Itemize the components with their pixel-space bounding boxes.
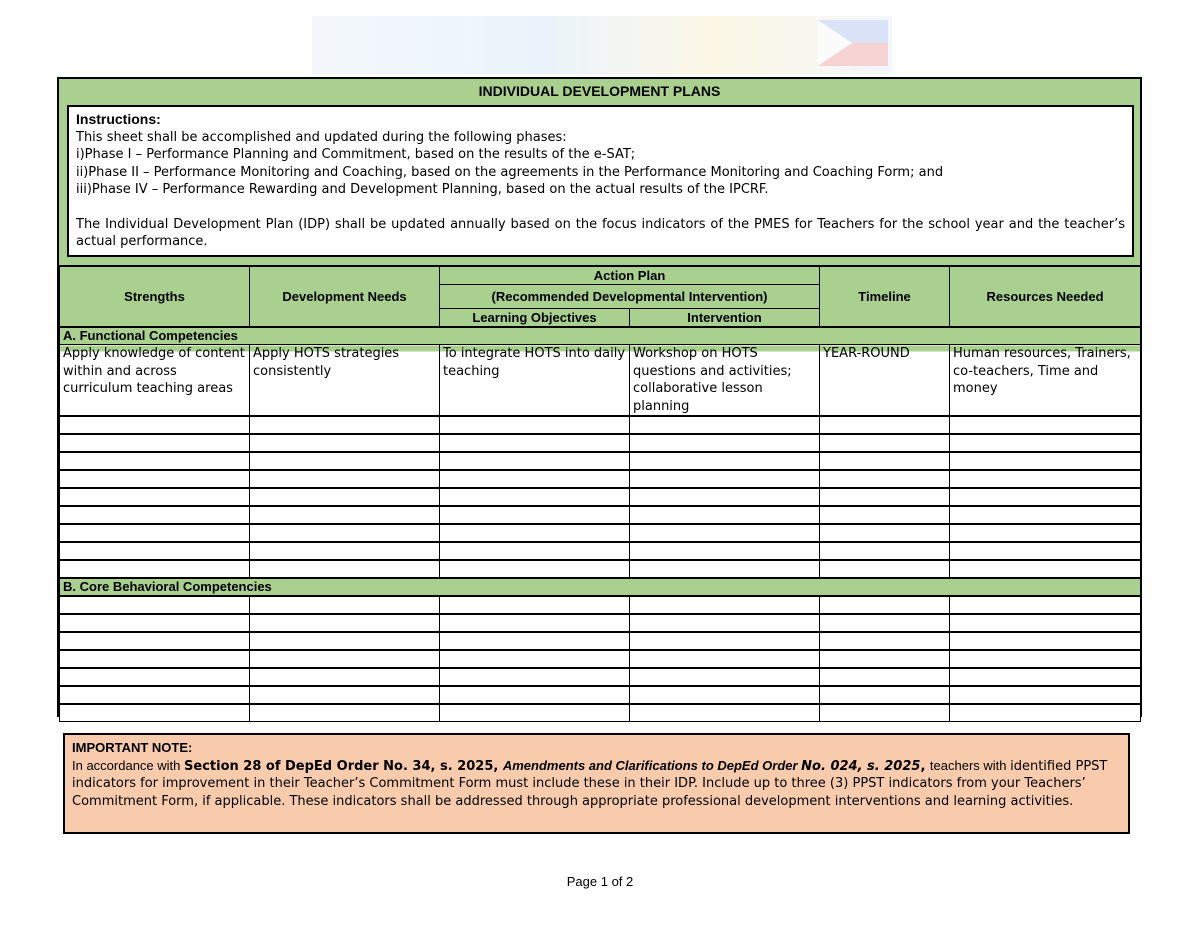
empty-cell[interactable] xyxy=(440,614,630,632)
empty-cell[interactable] xyxy=(630,434,820,452)
empty-cell[interactable] xyxy=(60,632,250,650)
empty-cell[interactable] xyxy=(950,434,1141,452)
empty-cell[interactable] xyxy=(250,506,440,524)
table-row xyxy=(60,452,1141,470)
empty-cell[interactable] xyxy=(440,434,630,452)
empty-cell[interactable] xyxy=(950,704,1141,722)
instructions-heading: Instructions: xyxy=(76,111,161,127)
empty-cell[interactable] xyxy=(60,506,250,524)
table-row xyxy=(60,668,1141,686)
empty-cell[interactable] xyxy=(820,596,950,614)
empty-cell[interactable] xyxy=(950,632,1141,650)
empty-cell[interactable] xyxy=(820,542,950,560)
empty-cell[interactable] xyxy=(250,452,440,470)
empty-cell[interactable] xyxy=(630,416,820,434)
empty-cell[interactable] xyxy=(440,704,630,722)
empty-cell[interactable] xyxy=(60,470,250,488)
empty-cell[interactable] xyxy=(950,686,1141,704)
idp-table xyxy=(59,265,1141,722)
empty-cell[interactable] xyxy=(950,650,1141,668)
header-action-plan: Action Plan xyxy=(440,266,820,285)
empty-cell[interactable] xyxy=(820,668,950,686)
table-row xyxy=(60,416,1141,434)
empty-cell[interactable] xyxy=(440,452,630,470)
empty-cell[interactable] xyxy=(440,686,630,704)
empty-cell[interactable] xyxy=(250,524,440,542)
empty-cell[interactable] xyxy=(630,470,820,488)
empty-cell[interactable] xyxy=(60,686,250,704)
cell-development-needs[interactable]: Apply HOTS strategies consistently xyxy=(250,345,440,417)
empty-cell[interactable] xyxy=(440,470,630,488)
empty-cell[interactable] xyxy=(60,596,250,614)
empty-cell[interactable] xyxy=(250,650,440,668)
empty-cell[interactable] xyxy=(820,632,950,650)
empty-cell[interactable] xyxy=(950,596,1141,614)
empty-cell[interactable] xyxy=(60,560,250,578)
table-row xyxy=(60,488,1141,506)
page-title: INDIVIDUAL DEVELOPMENT PLANS xyxy=(478,83,721,99)
empty-cell[interactable] xyxy=(630,668,820,686)
note-order-ref: Section 28 of DepEd Order No. 34, s. 2025, xyxy=(184,758,503,774)
note-comma: , xyxy=(920,758,930,774)
empty-cell[interactable] xyxy=(60,488,250,506)
empty-cell[interactable] xyxy=(60,650,250,668)
empty-cell[interactable] xyxy=(250,416,440,434)
empty-cell[interactable] xyxy=(950,452,1141,470)
empty-cell[interactable] xyxy=(440,650,630,668)
table-row xyxy=(60,506,1141,524)
table-row xyxy=(60,632,1141,650)
header-resources-needed: Resources Needed xyxy=(950,266,1141,327)
header-strengths: Strengths xyxy=(60,266,250,327)
empty-cell[interactable] xyxy=(630,524,820,542)
empty-cell[interactable] xyxy=(820,506,950,524)
instructions-line: ii)Phase II – Performance Monitoring and Coaching, based on the agreements in the Performance Monitoring and Coaching Form; and xyxy=(76,164,944,180)
important-note xyxy=(63,733,1130,834)
empty-cell[interactable] xyxy=(60,542,250,560)
empty-cell[interactable] xyxy=(250,668,440,686)
empty-cell[interactable] xyxy=(440,524,630,542)
empty-cell[interactable] xyxy=(440,488,630,506)
empty-cell[interactable] xyxy=(950,416,1141,434)
flag-icon xyxy=(818,20,888,66)
empty-cell[interactable] xyxy=(250,632,440,650)
header-banner xyxy=(312,16,892,74)
empty-cell[interactable] xyxy=(440,506,630,524)
empty-cell[interactable] xyxy=(630,560,820,578)
empty-cell[interactable] xyxy=(250,614,440,632)
empty-cell[interactable] xyxy=(250,686,440,704)
empty-cell[interactable] xyxy=(440,542,630,560)
page-number: Page 1 of 2 xyxy=(566,874,634,889)
empty-cell[interactable] xyxy=(60,668,250,686)
empty-cell[interactable] xyxy=(950,524,1141,542)
empty-cell[interactable] xyxy=(820,452,950,470)
empty-cell[interactable] xyxy=(950,488,1141,506)
note-body xyxy=(72,757,1121,811)
empty-cell[interactable] xyxy=(250,560,440,578)
table-row xyxy=(60,704,1141,722)
header-learning-objectives: Learning Objectives xyxy=(440,309,630,328)
empty-cell[interactable] xyxy=(440,416,630,434)
empty-cell[interactable] xyxy=(950,506,1141,524)
empty-cell[interactable] xyxy=(630,596,820,614)
empty-cell[interactable] xyxy=(630,704,820,722)
header-timeline: Timeline xyxy=(820,266,950,327)
empty-cell[interactable] xyxy=(440,596,630,614)
empty-cell[interactable] xyxy=(950,560,1141,578)
section-functional-competencies: A. Functional Competencies xyxy=(60,327,1141,345)
empty-cell[interactable] xyxy=(820,488,950,506)
table-row xyxy=(60,542,1141,560)
empty-cell[interactable] xyxy=(60,704,250,722)
table-row xyxy=(60,560,1141,578)
empty-cell[interactable] xyxy=(250,542,440,560)
empty-cell[interactable] xyxy=(820,704,950,722)
empty-cell[interactable] xyxy=(60,434,250,452)
empty-cell[interactable] xyxy=(950,668,1141,686)
empty-cell[interactable] xyxy=(820,416,950,434)
note-text: In accordance with xyxy=(72,757,185,773)
empty-cell[interactable] xyxy=(820,686,950,704)
empty-cell[interactable] xyxy=(820,434,950,452)
empty-cell[interactable] xyxy=(820,650,950,668)
empty-cell[interactable] xyxy=(250,704,440,722)
empty-cell[interactable] xyxy=(630,488,820,506)
empty-cell[interactable] xyxy=(250,488,440,506)
note-heading: IMPORTANT NOTE: xyxy=(72,740,193,755)
empty-cell[interactable] xyxy=(820,524,950,542)
empty-cell[interactable] xyxy=(630,686,820,704)
empty-cell[interactable] xyxy=(60,416,250,434)
table-row xyxy=(60,614,1141,632)
empty-cell[interactable] xyxy=(250,434,440,452)
empty-cell[interactable] xyxy=(950,542,1141,560)
instructions-line: i)Phase I – Performance Planning and Commitment, based on the results of the e-SAT; xyxy=(76,147,636,162)
empty-cell[interactable] xyxy=(250,596,440,614)
instructions-box xyxy=(67,105,1134,257)
table-row xyxy=(60,686,1141,704)
idp-form xyxy=(57,77,1142,717)
table-row xyxy=(60,434,1141,452)
title-bar xyxy=(59,79,1140,265)
empty-cell[interactable] xyxy=(820,560,950,578)
table-row xyxy=(60,650,1141,668)
empty-cell[interactable] xyxy=(60,524,250,542)
cell-resources[interactable]: Human resources, Trainers, co-teachers, Time and money xyxy=(950,345,1141,417)
empty-cell[interactable] xyxy=(440,632,630,650)
empty-cell[interactable] xyxy=(630,542,820,560)
table-row xyxy=(60,596,1141,614)
note-order-title: Amendments and Clarifications to DepEd Order xyxy=(502,757,802,773)
instructions-paragraph: The Individual Development Plan (IDP) shall be updated annually based on the focus indicators of the PMES for Teachers for the school year and the teacher’s actual performance. xyxy=(76,216,1125,249)
empty-cell[interactable] xyxy=(630,452,820,470)
empty-cell[interactable] xyxy=(440,560,630,578)
cell-intervention[interactable]: Workshop on HOTS questions and activities; collaborative lesson planning xyxy=(630,345,820,417)
note-text: teachers with xyxy=(929,757,1011,773)
table-row xyxy=(60,470,1141,488)
header-development-needs: Development Needs xyxy=(250,266,440,327)
empty-cell[interactable] xyxy=(630,632,820,650)
empty-cell[interactable] xyxy=(60,452,250,470)
section-core-behavioral-competencies: B. Core Behavioral Competencies xyxy=(60,578,1141,596)
instructions-line: iii)Phase IV – Performance Rewarding and Development Planning, based on the actual results of the IPCRF. xyxy=(76,182,769,197)
empty-cell[interactable] xyxy=(630,506,820,524)
empty-cell[interactable] xyxy=(60,614,250,632)
instructions-line: This sheet shall be accomplished and updated during the following phases: xyxy=(76,129,567,145)
empty-cell[interactable] xyxy=(630,614,820,632)
table-row xyxy=(60,524,1141,542)
empty-cell[interactable] xyxy=(630,650,820,668)
table-row xyxy=(60,345,1141,417)
empty-cell[interactable] xyxy=(950,614,1141,632)
empty-cell[interactable] xyxy=(820,470,950,488)
header-intervention: Intervention xyxy=(630,309,820,328)
cell-timeline[interactable]: YEAR-ROUND xyxy=(820,345,950,417)
note-order-number: No. 024, s. 2025 xyxy=(801,758,921,774)
header-recommended: (Recommended Developmental Intervention) xyxy=(440,285,820,309)
empty-cell[interactable] xyxy=(950,470,1141,488)
empty-cell[interactable] xyxy=(820,614,950,632)
empty-cell[interactable] xyxy=(250,470,440,488)
empty-cell[interactable] xyxy=(440,668,630,686)
cell-learning-objectives[interactable]: To integrate HOTS into daily teaching xyxy=(440,345,630,417)
note-text: identified PPST indicators for improvement in their Teacher’s Commitment Form must include these in their IDP. Include up to three (3) PPST indicators from your Teachers’ Commitment Form, if applicable. These indicators shall be addressed through appropriate professional development interventions and learning activities. xyxy=(72,758,1108,809)
cell-strengths[interactable]: Apply knowledge of content within and across curriculum teaching areas xyxy=(60,345,250,417)
